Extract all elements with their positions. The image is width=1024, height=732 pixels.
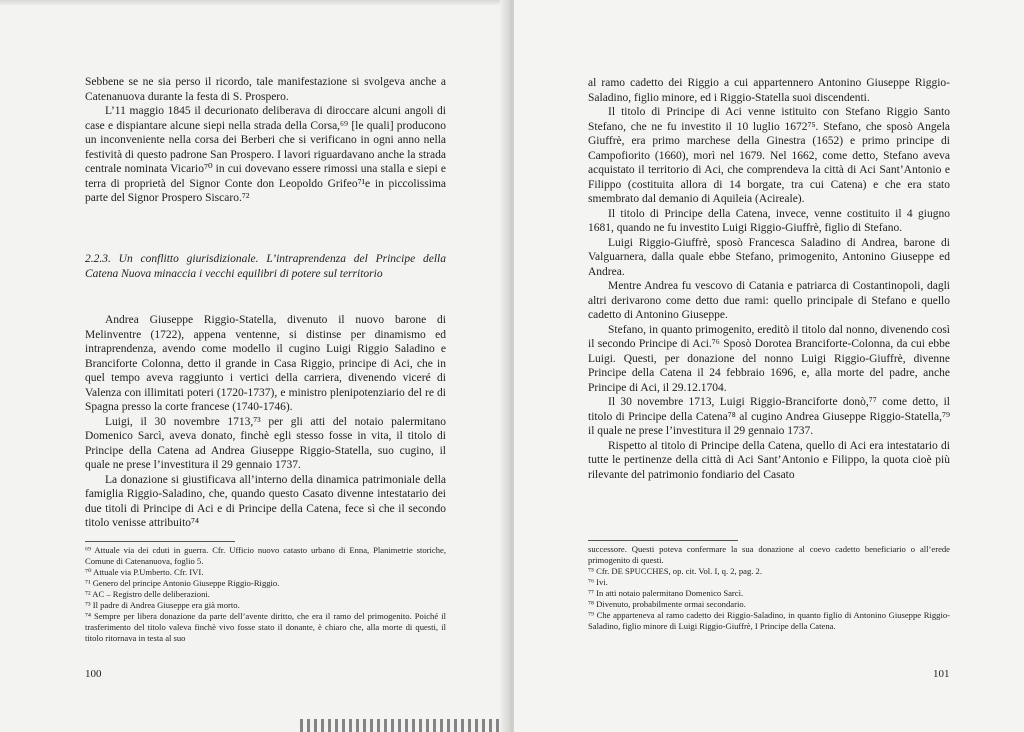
footnote: ⁷² AC – Registro delle deliberazioni.: [85, 589, 210, 599]
paragraph: Mentre Andrea fu vescovo di Catania e patriarca di Costantinopoli, dagli altri derivarono come detto due rami: quello principale di Stefano e quello cadetto di Antonino Giuseppe.: [588, 280, 950, 321]
footnote: successore. Questi poteva confermare la sua donazione al coevo cadetto beneficiario o all’erede primogenito di questi.: [588, 544, 950, 565]
right-footnotes: [588, 544, 950, 632]
paragraph: al ramo cadetto dei Riggio a cui appartennero Antonino Giuseppe Riggio-Saladino, figlio minore, ed i Riggio-Statella suoi discendenti.: [588, 77, 950, 104]
paragraph: Il titolo di Principe di Aci venne istituito con Stefano Riggio Santo Stefano, che ne fu investito il 10 luglio 1672⁷⁵. Stefano, che sposò Angela Giuffrè, era primo marchese della Ginestra (1652) e primo principe di Campofiorito (1660), morì nel 1679. Nel 1662, come detto, Stefano aveva acquistato il territorio di Aci, che comprendeva la città di Aci Sant’Antonio e Filippo (costituita allora di 14 borgate, tra cui Catena) e che era stato smembrato dal demanio di Aquileia (Acireale).: [588, 106, 950, 205]
section-heading-text: 2.2.3. Un conflitto giurisdizionale. L’intraprendenza del Principe della Catena Nuova minaccia i vecchi equilibri di potere sul territorio: [85, 253, 446, 280]
page-edge-marks: [300, 719, 510, 732]
paragraph: Rispetto al titolo di Principe della Catena, quello di Aci era intestatario di tutte le pertinenze della città di Aci Sant’Antonio e Filippo, la quota cioè più rilevante del patrimonio fondiario del Casato: [588, 439, 950, 481]
right-body-text: [588, 76, 950, 482]
left-footnotes: [85, 545, 446, 644]
paragraph: Andrea Giuseppe Riggio-Statella, divenuto il nuovo barone di Melinventre (1722), appena ventenne, si distinse per dinamismo ed intraprendenza, avendo come modello il cugino Luigi Riggio Saladino e Branciforte Colonna, detto il grande in Casa Riggio, principe di Aci, che in quel tempo aveva raggiunto i vertici della carriera, divenendo viceré di Valenza con illimitati poteri (1720-1737), e ministro plenipotenziario del re di Spagna presso la corte francese (1740-1746).: [85, 314, 446, 413]
page-number: 101: [933, 668, 950, 680]
left-body-text-1: [85, 75, 446, 206]
footnote: ⁷⁸ Divenuto, probabilmente ormai secondario.: [588, 599, 746, 609]
left-body-text-2: [85, 313, 446, 531]
footnote: ⁷¹ Genero del principe Antonio Giuseppe Riggio-Riggio.: [85, 578, 280, 588]
paragraph: L’11 maggio 1845 il decurionato deliberava di diroccare alcuni angoli di case e dispiantare alcune siepi nella strada della Corsa,⁶⁹ [le quali] producono un inconveniente nella corsa dei Berberi che si verificano in ogni anno nella festività di questo padrone San Prospero. I lavori riguardavano anche la strada centrale nominata Vicario⁷⁰ in cui dovevano essere rimossi una stalla e siepi e terra di proprietà del Signor Conte don Leopoldo Grifeo⁷¹e in piccolissima parte del Signor Prospero Siscaro.⁷²: [85, 105, 446, 204]
paragraph: Sebbene se ne sia perso il ricordo, tale manifestazione si svolgeva anche a Catenanuova durante la festa di S. Prospero.: [85, 76, 446, 103]
right-page: [514, 0, 1024, 732]
footnote: ⁷⁶ Ivi.: [588, 577, 608, 587]
footnote: ⁷³ Il padre di Andrea Giuseppe era già morto.: [85, 600, 240, 610]
paragraph: Luigi Riggio-Giuffrè, sposò Francesca Saladino di Andrea, barone di Valguarnera, dalla quale ebbe Stefano, primogenito, Antonino Giuseppe ed Andrea.: [588, 236, 950, 278]
page-number: 100: [85, 668, 102, 680]
footnote: ⁷⁷ In atti notaio palermitano Domenico Sarcì.: [588, 588, 744, 598]
footnote-rule: [85, 541, 235, 542]
paragraph: Luigi, il 30 novembre 1713,⁷³ per gli atti del notaio palermitano Domenico Sarcì, aveva donato, finchè egli stesso fosse in vita, il titolo di Principe della Catena ad Andrea Giuseppe Riggio-Statella, suo cugino, il quale ne prese l’investitura il 29 gennaio 1737.: [85, 415, 446, 471]
paragraph: La donazione si giustificava all’interno della dinamica patrimoniale della famiglia Riggio-Saladino, che, quando questo Casato divenne intestatario dei due titoli di Principe di Aci e di Principe della Catena, fece sì che il secondo titolo venisse attribuito⁷⁴: [85, 473, 446, 529]
footnote: ⁷⁹ Che apparteneva al ramo cadetto dei Riggio-Saladino, in quanto figlio di Antonino Giuseppe Riggio-Saladino, figlio minore di Luigi Riggio-Giuffrè, I Principe della Catena.: [588, 610, 950, 631]
page-top-shadow: [0, 0, 510, 6]
footnote: ⁷⁰ Attuale via P.Umberto. Cfr. IVI.: [85, 567, 204, 577]
section-heading: [85, 252, 446, 281]
footnote: ⁶⁹ Attuale via dei cduti in guerra. Cfr. Ufficio nuovo catasto urbano di Enna, Planimetrie storiche, Comune di Catenanuova, foglio 5.: [85, 545, 446, 566]
left-page: [0, 0, 510, 732]
paragraph: Il titolo di Principe della Catena, invece, venne costituito il 4 giugno 1681, quando ne fu investito Luigi Riggio-Giuffrè, figlio di Stefano.: [588, 207, 950, 234]
footnote-rule: [588, 540, 738, 541]
paragraph: Stefano, in quanto primogenito, ereditò il titolo dal nonno, divenendo così il secondo Principe di Aci.⁷⁶ Sposò Dorotea Branciforte-Colonna, da cui ebbe Luigi. Questi, per donazione del nonno Luigi Riggio-Giuffrè, divenne Principe della Catena il 24 febbraio 1696, e, alla morte del padre, anche Principe di Aci, il 29.12.1704.: [588, 323, 950, 394]
footnote: ⁷⁴ Sempre per libera donazione da parte dell’avente diritto, che era il ramo del primogenito. Poiché il trasferimento del titolo valeva finchè vivo fosse stato il donante, è chiaro che, alla morte di questi, il titolo ritornava in testa al suo: [85, 611, 446, 643]
paragraph: Il 30 novembre 1713, Luigi Riggio-Branciforte donò,⁷⁷ come detto, il titolo di Principe della Catena⁷⁸ al cugino Andrea Giuseppe Riggio-Statella,⁷⁹ il quale ne prese l’investitura il 29 gennaio 1737.: [588, 396, 950, 437]
footnote: ⁷⁵ Cfr. DE SPUCCHES, op. cit. Vol. I, q. 2, pag. 2.: [588, 566, 762, 576]
